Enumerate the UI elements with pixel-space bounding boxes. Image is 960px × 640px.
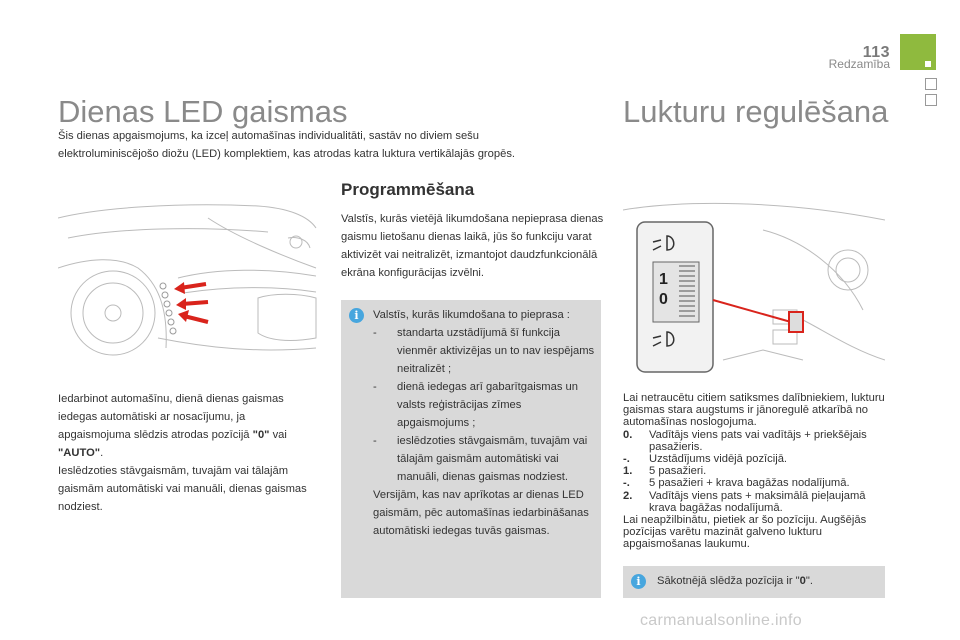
left-intro: Šis dienas apgaismojums, ka izceļ automašīnas individualitāti, sastāv no diviem sešu elektroluminiscējošo diožu (LED) komplektiem, kas atrodas katra luktura vertikālajās gropēs. [58, 130, 516, 160]
section-tab [900, 34, 936, 70]
section-title: Redzamība [828, 57, 890, 71]
right-text: Lai netraucētu citiem satiksmes dalībniekiem, lukturu gaismas stara augstums ir jānoregulē atkarībā no automašīnas noslogojuma. 0. Vadītājs viens pats vai vadītājs + priekšējais pasažieris. -. Uzstādījums vidējā pozīcijā. 1. 5 pasažieri. -. 5 pasažieri + krava bagāžas nodalījumā. 2. Vadītājs viens pats + maksimālā pieļaujamā krava bagāžas nodalījumā. Lai neapžilbinātu, pietiek ar šo pozīciju. Augšējās pozīcijas varētu mazināt galveno lukturu apgaismošanas laukumu. [623, 392, 885, 551]
programming-heading: Programmēšana [341, 180, 475, 199]
left-body: Iedarbinot automašīnu, dienā dienas gaismas iedegas automātiski ar nosacījumu, ja apgaismojuma slēdzis atrodas pozīcijā "0" vai "AUTO". Ieslēdzoties stāvgaismām, tuvajām vai tālajām gaismām automātiski vai manuāli, dienas gaismas nodziest. [58, 393, 307, 513]
info-icon: i [631, 574, 646, 589]
tab-outline-box [925, 78, 937, 90]
load-item: 2. Vadītājs viens pats + maksimālā pieļaujamā krava bagāžas nodalījumā. [623, 489, 866, 514]
load-item: -. Uzstādījums vidējā pozīcijā. [623, 453, 788, 466]
dial-note-text: Sākotnējā slēdža pozīcija ir "0". [657, 575, 813, 587]
info-icon: i [349, 308, 364, 323]
car-front-illustration [58, 198, 318, 368]
load-item: 0. Vadītājs viens pats vai vadītājs + priekšējais pasažieris. [623, 428, 867, 453]
left-title: Dienas LED gaismas [58, 94, 348, 129]
load-item: -. 5 pasažieri + krava bagāžas nodalījumā. [623, 477, 850, 490]
note-list-item: - dienā iedegas arī gabarītgaismas un valsts reģistrācijas zīmes apgaismojums ; [373, 381, 578, 429]
load-item: 1. 5 pasažieri. [623, 465, 707, 478]
watermark: carmanualsonline.info [640, 612, 802, 629]
programming-text: Valstīs, kurās vietējā likumdošana nepieprasa dienas gaismu lietošanu dienas laikā, jūs šo funkciju varat aktivizēt vai neitralizēt, izmantojot daudzfunkcionālā ekrāna konfigurācijas izvēlni. [341, 213, 604, 279]
programming-note-box [341, 300, 601, 598]
dial-label-one: 1 [659, 271, 668, 288]
dashboard-illustration [623, 200, 885, 380]
tab-outline-box [925, 94, 937, 106]
page-number: 113 [862, 44, 890, 61]
note-content: Valstīs, kurās likumdošana to pieprasa : - standarta uzstādījumā šī funkcija vienmēr aktivizējas un to nav iespējams neitralizēt ; - dienā iedegas arī gabarītgaismas un valsts reģistrācijas zīmes apgaismojums ; - ieslēdzoties stāvgaismām, tuvajām vai tālajām gaismām automātiski vai manuāli, dienas gaismas nodziest. Versijām, kas nav aprīkotas ar dienas LED gaismām, pēc automašīnas iedarbināšanas automātiski iedegas tuvās gaismas. [373, 309, 595, 537]
right-title: Lukturu regulēšana [623, 94, 889, 129]
dial-label-zero: 0 [659, 291, 668, 308]
note-list-item: - standarta uzstādījumā šī funkcija vienmēr aktivizējas un to nav iespējams neitralizēt ; [373, 327, 595, 375]
note-list-item: - ieslēdzoties stāvgaismām, tuvajām vai tālajām gaismām automātiski vai manuāli, dienas gaismas nodziest. [373, 435, 588, 483]
dial-note-box [623, 566, 885, 598]
